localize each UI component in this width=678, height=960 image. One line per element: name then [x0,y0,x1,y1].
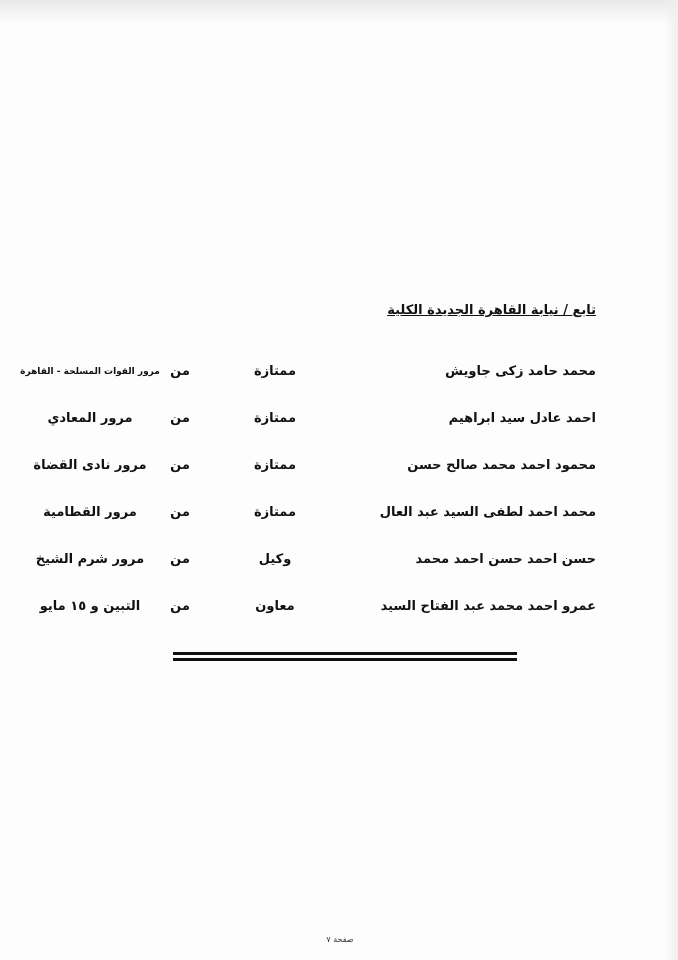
grade-label: ممتازة [253,505,297,520]
grade-label: وكيل [258,552,292,567]
table-row [0,599,678,623]
table-row [0,458,678,482]
section-title: تابع / نيابة القاهرة الجديدة الكلية [387,303,596,318]
grade-label: ممتازة [253,411,297,426]
preposition: من [170,458,190,473]
table-row [0,552,678,576]
divider-line-bottom [173,658,517,661]
person-name: محمد احمد لطفى السيد عبد العال [379,505,596,520]
person-name: احمد عادل سيد ابراهيم [448,411,596,426]
grade-label: ممتازة [253,364,297,379]
person-name: محمود احمد محمد صالح حسن [407,458,596,473]
table-row [0,505,678,529]
destination: التبين و ١٥ مايو [39,599,141,614]
grade-label: ممتازة [253,458,297,473]
page-number: صفحة ٧ [326,935,354,944]
destination: مرور نادى القضاة [33,458,147,473]
preposition: من [170,505,190,520]
divider-line-top [173,652,517,655]
destination: مرور القطامية [43,505,137,520]
destination: مرور المعادي [47,411,133,426]
table-row [0,364,678,388]
preposition: من [170,364,190,379]
grade-label: معاون [255,599,295,614]
person-name: عمرو احمد محمد عبد الفتاح السيد [380,599,596,614]
preposition: من [170,411,190,426]
preposition: من [170,552,190,567]
table-row [0,411,678,435]
double-rule-divider [173,652,517,662]
preposition: من [170,599,190,614]
destination: مرور القوات المسلحة - القاهرة [20,367,160,377]
person-name: حسن احمد حسن احمد محمد [415,552,596,567]
scan-top-edge [0,0,678,22]
person-name: محمد حامد زكى جاويش [445,364,596,379]
destination: مرور شرم الشيخ [35,552,145,567]
